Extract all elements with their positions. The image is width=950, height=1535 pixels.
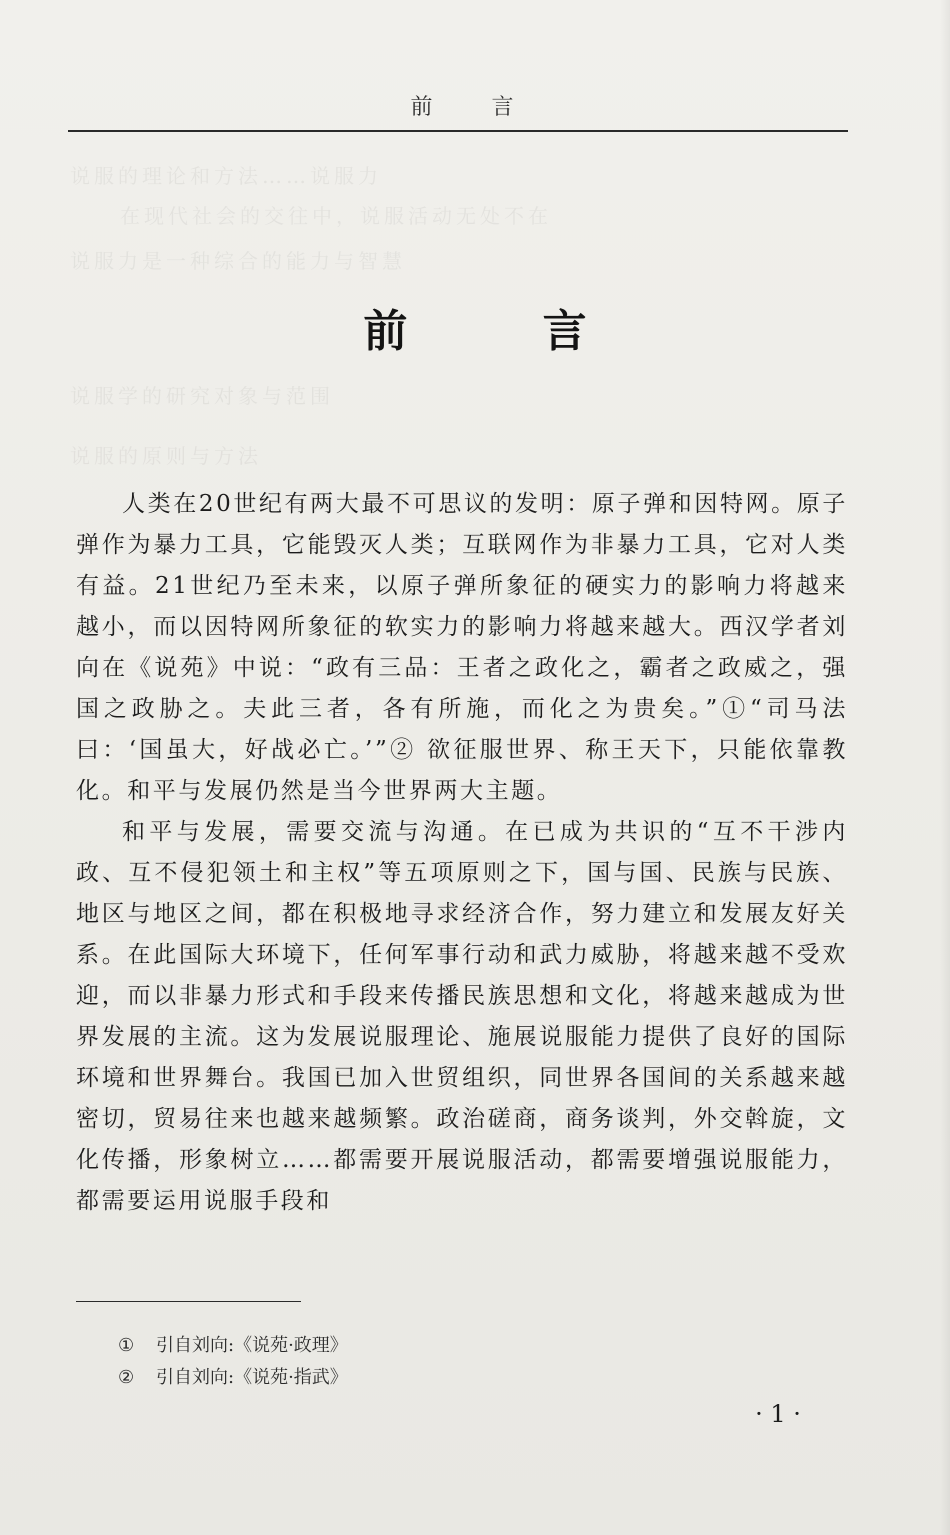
running-head: 前 言 [410, 95, 540, 120]
footnote [118, 1362, 348, 1394]
paragraph: 和平与发展，需要交流与沟通。在已成为共识的“互不干涉内政、互不侵犯领土和主权”等五项原则之下，国与国、民族与民族、地区与地区之间，都在积极地寻求经济合作，努力建立和发展友好关系。在此国际大环境下，任何军事行动和武力威胁，将越来越不受欢迎，而以非暴力形式和手段来传播民族思想和文化，将越来越成为世界发展的主流。这为发展说服理论、施展说服能力提供了良好的国际环境和世界舞台。我国已加入世贸组织，同世界各国间的关系越来越密切，贸易往来也越来越频繁。政治磋商，商务谈判，外交斡旋，文化传播，形象树立……都需要开展说服活动，都需要增强说服能力，都需要运用说服手段和 [76, 819, 848, 1214]
show-through-text: 说服的理论和方法……说服力 [70, 164, 382, 188]
show-through-text: 在现代社会的交往中，说服活动无处不在 [120, 204, 552, 228]
page-edge-shadow [940, 0, 950, 1535]
chapter-title: 前 言 [363, 306, 647, 357]
footnotes [118, 1330, 348, 1394]
footnote-rule [76, 1301, 301, 1302]
paragraph: 人类在20世纪有两大最不可思议的发明：原子弹和因特网。原子弹作为暴力工具，它能毁灭人类；互联网作为非暴力工具，它对人类有益。21世纪乃至未来，以原子弹所象征的硬实力的影响力将越来越小，而以因特网所象征的软实力的影响力将越来越大。西汉学者刘向在《说苑》中说：“政有三品：王者之政化之，霸者之政威之，强国之政胁之。夫此三者，各有所施，而化之为贵矣。”①“司马法曰：‘国虽大，好战必亡。’”② 欲征服世界、称王天下，只能依靠教化。和平与发展仍然是当今世界两大主题。 [76, 491, 848, 804]
show-through-text: 说服力是一种综合的能力与智慧 [70, 249, 406, 273]
show-through-text: 说服的原则与方法 [70, 444, 262, 468]
footnote-mark: ① [118, 1335, 135, 1356]
footnote-text: 引自刘向:《说苑·政理》 [156, 1335, 348, 1356]
page-number: · 1 · [755, 1400, 801, 1428]
show-through-text: 说服学的研究对象与范围 [70, 384, 334, 408]
body-text [76, 484, 848, 1222]
footnote-text: 引自刘向:《说苑·指武》 [156, 1367, 348, 1388]
footnote [118, 1330, 348, 1362]
header-rule [68, 130, 848, 132]
footnote-mark: ② [118, 1367, 135, 1388]
